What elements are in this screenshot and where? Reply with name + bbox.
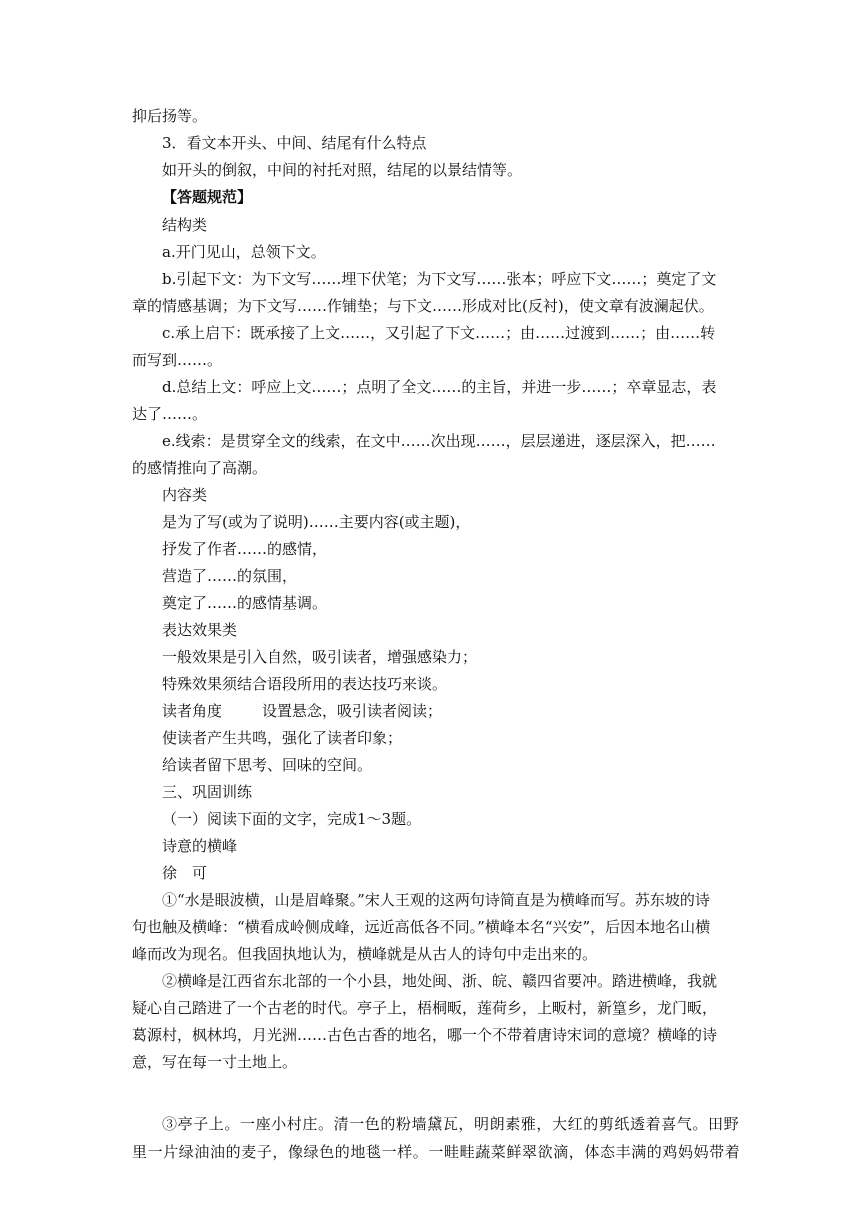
section-heading: 【答题规范】 [162,188,253,206]
text-line: （一）阅读下面的文字，完成1～3题。 [162,810,422,828]
text-line [162,701,442,721]
text-line: 达了……。 [132,405,208,423]
text-line: c.承上启下：既承接了上文……，又引起了下文……；由……过渡到……；由……转 [162,324,716,342]
text-line: 如开头的倒叙，中间的衬托对照，结尾的以景结情等。 [162,161,523,179]
text-line: 葛源村，枫林坞，月光洲……古色古香的地名，哪一个不带着唐诗宋词的意境？横峰的诗 [132,1026,718,1044]
subheading: 结构类 [162,216,208,234]
reader-perspective-text: 设置悬念，吸引读者阅读； [262,702,443,720]
reader-perspective-label: 读者角度 [162,702,223,720]
text-line: 意，写在每一寸土地上。 [132,1053,298,1071]
text-line: 一般效果是引入自然，吸引读者，增强感染力； [162,648,478,666]
text-line: 使读者产生共鸣，强化了读者印象； [162,729,403,747]
text-line: 的感情推向了高潮。 [132,459,268,477]
text-line: 疑心自己踏进了一个古老的时代。亭子上，梧桐畈，莲荷乡，上畈村，新篁乡，龙门畈， [132,999,718,1017]
article-title: 诗意的横峰 [162,837,238,855]
text-line: 给读者留下思考、回味的空间。 [162,756,373,774]
text-line: 句也触及横峰：“横看成岭侧成峰，远近高低各不同。”横峰本名“兴安”，后因本地名山横 [132,918,711,936]
text-line: 而写到……。 [132,351,223,369]
text-line: 抑后扬等。 [132,107,208,125]
text-line: 是为了写(或为了说明)……主要内容(或主题)， [162,513,471,531]
text-line: ②横峰是江西省东北部的一个小县，地处闽、浙、皖、赣四省要冲。踏进横峰，我就 [162,972,718,990]
text-line: e.线索：是贯穿全文的线索，在文中……次出现……，层层递进，逐层深入，把…… [162,432,716,450]
text-line: 抒发了作者……的感情， [162,540,328,558]
text-line: ①“水是眼波横，山是眉峰聚。”宋人王观的这两句诗简直是为横峰而写。苏东坡的诗 [162,891,710,909]
text-line: ③亭子上。一座小村庄。清一色的粉墙黛瓦，明朗素雅，大红的剪纸透着喜气。田野 [162,1115,740,1133]
article-author: 徐 可 [162,864,208,882]
section-heading: 3．看文本开头、中间、结尾有什么特点 [162,134,427,152]
text-line: b.引起下文：为下文写……埋下伏笔；为下文写……张本；呼应下文……；奠定了文 [162,270,717,288]
text-line: 特殊效果须结合语段所用的表达技巧来谈。 [162,675,448,693]
subheading: 内容类 [162,486,208,504]
text-line: 奠定了……的感情基调。 [162,594,328,612]
text-line: 峰而改为现名。但我固执地认为，横峰就是从古人的诗句中走出来的。 [132,945,598,963]
text-line: 营造了……的氛围， [162,567,298,585]
text-line: d.总结上文：呼应上文……；点明了全文……的主旨，并进一步……；卒章显志，表 [162,378,717,396]
text-line: a.开门见山，总领下文。 [162,243,326,261]
text-line: 里一片绿油油的麦子，像绿色的地毯一样。一畦畦蔬菜鲜翠欲滴，体态丰满的鸡妈妈带着 [132,1143,741,1161]
subheading: 表达效果类 [162,621,238,639]
section-heading: 三、巩固训练 [162,783,253,801]
text-line: 章的情感基调；为下文写……作铺垫；与下文……形成对比(反衬)，使文章有波澜起伏。 [132,297,714,315]
